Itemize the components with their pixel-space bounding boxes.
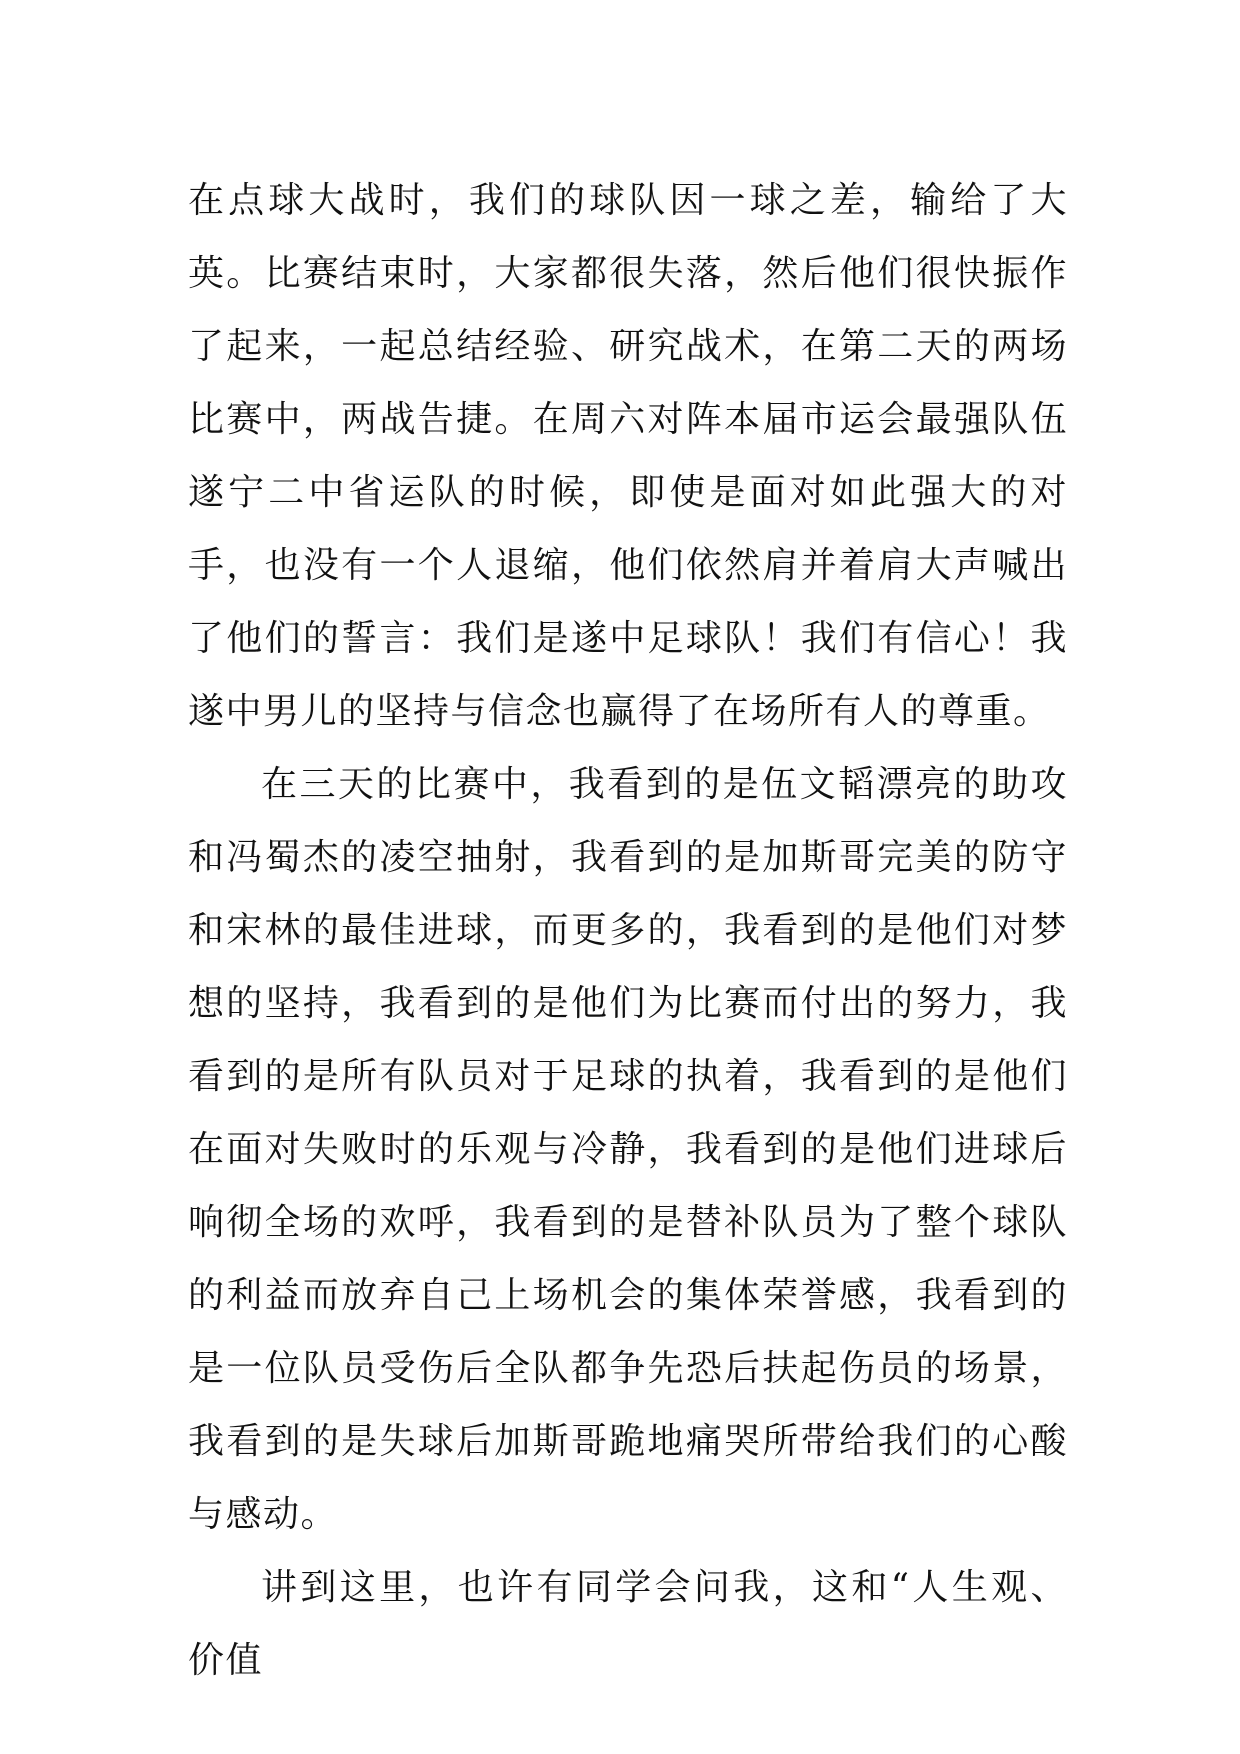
body-text xyxy=(188,164,1068,1697)
paragraph-1: 在点球大战时，我们的球队因一球之差，输给了大英。比赛结束时，大家都很失落，然后他们很快振作了起来，一起总结经验、研究战术，在第二天的两场比赛中，两战告捷。在周六对阵本届市运会最强队伍遂宁二中省运队的时候，即使是面对如此强大的对手，也没有一个人退缩，他们依然肩并着肩大声喊出了他们的誓言：我们是遂中足球队！我们有信心！我遂中男儿的坚持与信念也赢得了在场所有人的尊重。 xyxy=(188,180,1068,732)
paragraph-3: 讲到这里，也许有同学会问我，这和“人生观、价值 xyxy=(188,1567,1068,1681)
paragraph-2: 在三天的比赛中，我看到的是伍文韬漂亮的助攻和冯蜀杰的凌空抽射，我看到的是加斯哥完美的防守和宋林的最佳进球，而更多的，我看到的是他们对梦想的坚持，我看到的是他们为比赛而付出的努力，我看到的是所有队员对于足球的执着，我看到的是他们在面对失败时的乐观与冷静，我看到的是他们进球后响彻全场的欢呼，我看到的是替补队员为了整个球队的利益而放弃自己上场机会的集体荣誉感，我看到的是一位队员受伤后全队都争先恐后扶起伤员的场景，我看到的是失球后加斯哥跪地痛哭所带给我们的心酸与感动。 xyxy=(188,764,1068,1535)
